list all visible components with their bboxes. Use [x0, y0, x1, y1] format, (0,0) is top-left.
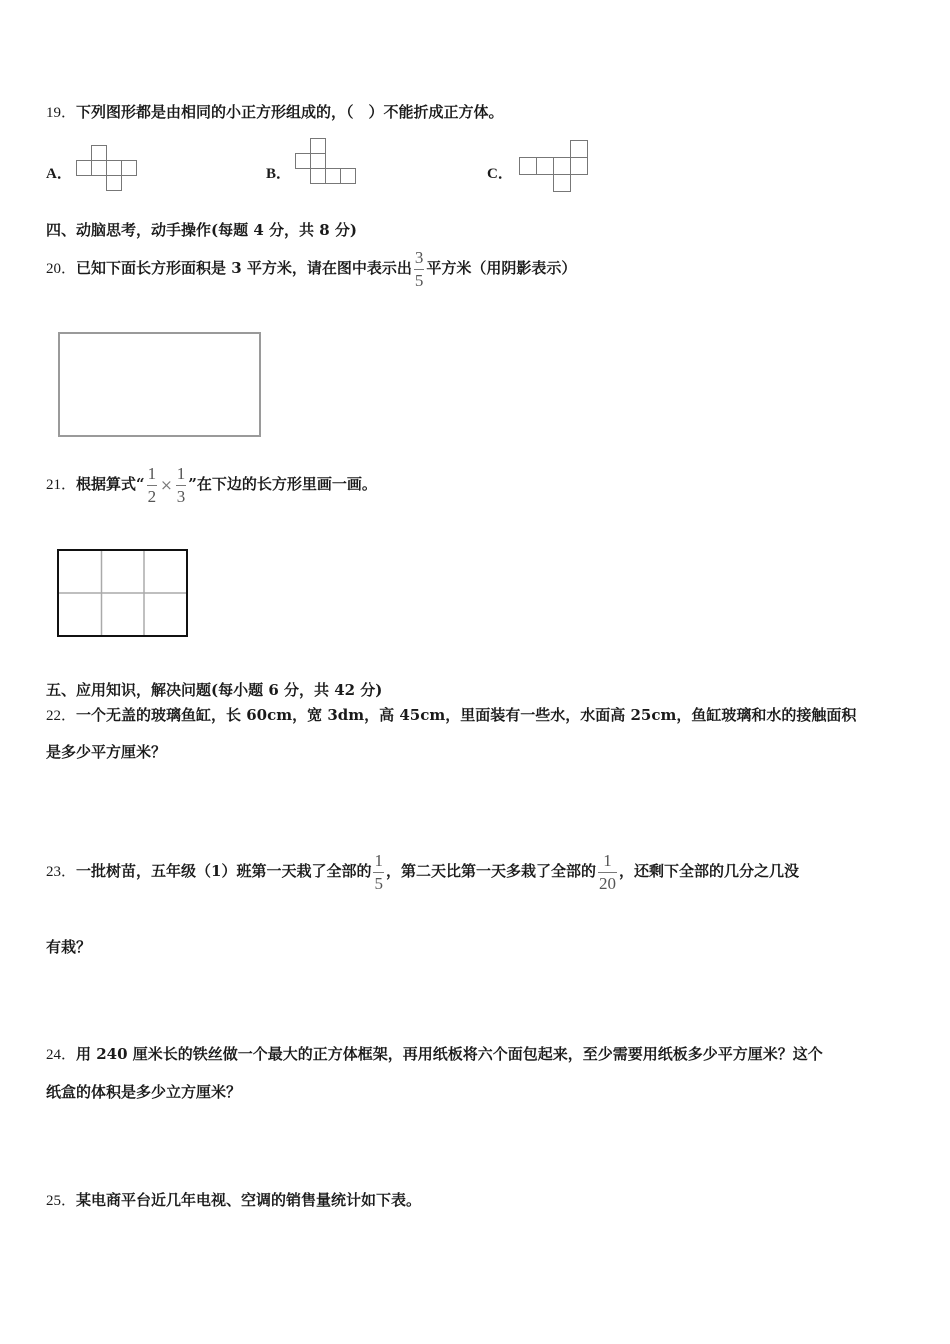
q23-fraction-1-denominator: 5	[374, 873, 383, 893]
q19-option-c-label: C．	[487, 166, 513, 182]
q24-text-line-1: 用 240 厘米长的铁丝做一个最大的正方体框架，再用纸板将六个面包起来，至少需要用纸板多少平方厘米？这个	[76, 1045, 823, 1063]
q21-fraction-1	[147, 465, 158, 506]
q23-text-b: ，第二天比第一天多栽了全部的	[385, 862, 596, 880]
q20-fraction-denominator: 5	[414, 270, 424, 290]
q21-fraction-1-denominator: 2	[147, 486, 157, 506]
q23-fraction-2	[598, 852, 617, 893]
q22-number: 22．	[46, 708, 77, 724]
q23-text-c: ，还剩下全部的几分之几没	[618, 862, 799, 880]
q21-number: 21．	[46, 477, 77, 493]
q21-times-operator: ×	[160, 476, 173, 494]
q21-grid-lines	[59, 551, 186, 635]
q25-number: 25．	[46, 1193, 77, 1209]
fraction-bar	[414, 269, 425, 270]
q23-fraction-1	[373, 852, 384, 893]
q21-stem	[46, 462, 377, 507]
cube-net-a-icon	[76, 144, 140, 192]
cube-net-b-icon	[295, 137, 359, 187]
fraction-bar	[147, 485, 158, 486]
q21-fraction-2-numerator: 1	[176, 463, 186, 483]
q19-number: 19．	[46, 105, 77, 121]
q24-line-1	[46, 1044, 823, 1065]
q20-number: 20．	[46, 261, 77, 277]
q19-option-a-label: A．	[46, 166, 72, 182]
q23-number: 23．	[46, 864, 77, 880]
q20-text-after: 平方米（用阴影表示）	[426, 259, 577, 277]
q22-line-1	[46, 705, 856, 726]
q21-text-after: ”在下边的长方形里画一画。	[188, 475, 377, 493]
cube-net-c-icon	[519, 139, 591, 193]
fraction-bar	[598, 872, 617, 873]
q19-stem	[46, 102, 504, 123]
q25-stem	[46, 1190, 421, 1211]
q21-grid-rectangle	[57, 549, 188, 637]
q23-fraction-2-numerator: 1	[603, 850, 612, 870]
fraction-bar	[373, 872, 384, 873]
q23-line-1	[46, 849, 799, 894]
q24-number: 24．	[46, 1047, 77, 1063]
q23-text-a: 一批树苗，五年级（1）班第一天栽了全部的	[76, 862, 372, 880]
q20-text-before: 已知下面长方形面积是 3 平方米，请在图中表示出	[76, 259, 412, 277]
q23-fraction-2-denominator: 20	[598, 873, 616, 893]
fraction-bar	[176, 485, 187, 486]
section-5-title: 五、应用知识，解决问题(每小题 6 分，共 42 分)	[46, 681, 383, 699]
q21-fraction-2	[176, 465, 187, 506]
q22-text-line-1: 一个无盖的玻璃鱼缸，长 60cm，宽 3dm，高 45cm，里面装有一些水，水面高 25cm，鱼缸玻璃和水的接触面积	[76, 706, 857, 724]
q19-text: 下列图形都是由相同的小正方形组成的，（ ）不能折成正方体。	[76, 103, 504, 121]
q19-option-b-label: B．	[266, 166, 292, 182]
q20-rectangle	[58, 332, 261, 437]
q23-line-2: 有栽？	[46, 938, 92, 956]
q21-text-before: 根据算式“	[76, 475, 145, 493]
q23-fraction-1-numerator: 1	[374, 850, 383, 870]
q21-fraction-2-denominator: 3	[176, 486, 186, 506]
q24-line-2: 纸盒的体积是多少立方厘米？	[46, 1083, 242, 1101]
q20-fraction-numerator: 3	[414, 247, 424, 267]
q20-fraction	[414, 249, 425, 290]
q21-fraction-1-numerator: 1	[147, 463, 157, 483]
q22-line-2: 是多少平方厘米？	[46, 743, 167, 761]
section-4-title: 四、动脑思考，动手操作(每题 4 分，共 8 分)	[46, 221, 357, 239]
q25-text: 某电商平台近几年电视、空调的销售量统计如下表。	[76, 1191, 422, 1209]
q20-stem	[46, 246, 576, 291]
